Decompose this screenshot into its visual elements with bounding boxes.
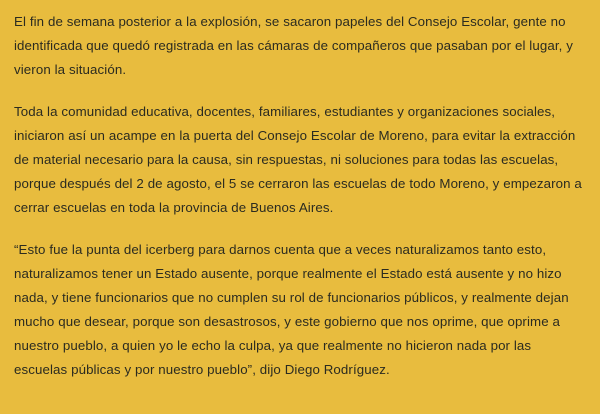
- article-paragraph: Toda la comunidad educativa, docentes, familiares, estudiantes y organizaciones sociales, iniciaron así un acampe en la puerta del Consejo Escolar de Moreno, para evitar la extracción de material necesario para la causa, sin respuestas, ni soluciones para todas las escuelas, porque después del 2 de agosto, el 5 se cerraron las escuelas de todo Moreno, y empezaron a cerrar escuelas en toda la provincia de Buenos Aires.: [14, 104, 582, 215]
- article-paragraph: El fin de semana posterior a la explosión, se sacaron papeles del Consejo Escolar, gente no identificada que quedó registrada en las cámaras de compañeros que pasaban por el lugar, y vieron la situación.: [14, 14, 573, 77]
- article-paragraph: “Esto fue la punta del icerberg para darnos cuenta que a veces naturalizamos tanto esto, naturalizamos tener un Estado ausente, porque realmente el Estado está ausente y no hizo nada, y tiene funcionarios que no cumplen su rol de funcionarios públicos, y realmente dejan mucho que desear, porque son desastrosos, y este gobierno que nos oprime, que oprime a nuestro pueblo, a quien yo le echo la culpa, ya que realmente no hicieron nada por las escuelas públicas y por nuestro pueblo”, dijo Diego Rodríguez.: [14, 242, 569, 377]
